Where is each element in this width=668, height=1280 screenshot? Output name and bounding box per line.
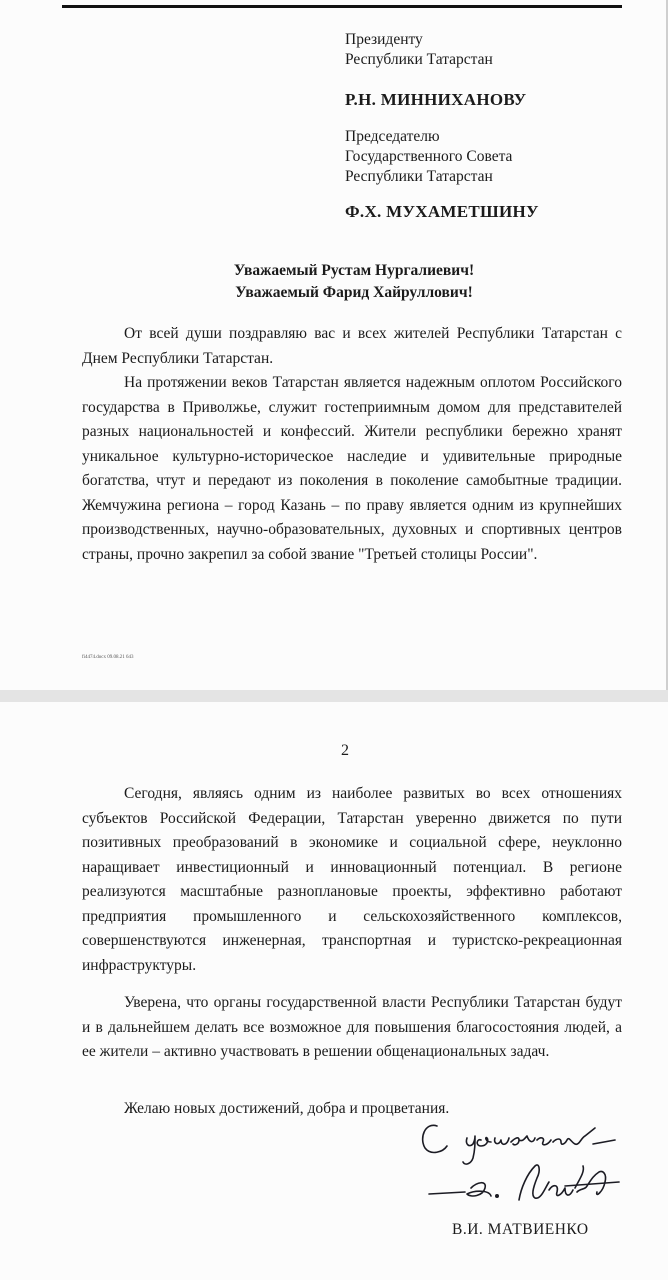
paragraph-4: Уверена, что органы государственной власти Республики Татарстан будут и в дальнейшем делать все возможное для повышения благосостояния людей, а ее жители – активно участвовать в решении общенациональных задач. (82, 994, 622, 1060)
paragraph-5: Желаю новых достижений, добра и процветания. (124, 1100, 450, 1117)
signer-name: В.И. МАТВИЕНКО (452, 1221, 589, 1238)
recipient-1-address (345, 30, 493, 70)
document-code: fi4474.docx 09.08.21 643 (82, 655, 134, 660)
paragraph-1: От всей души поздравляю вас и всех жителей Республики Татарстан с Днем Республики Татарстан. (82, 325, 622, 367)
recipient-1-title: Президенту (345, 31, 423, 48)
recipient-1-org: Республики Татарстан (345, 51, 493, 68)
recipient-2-address (345, 127, 512, 187)
recipient-2-region: Республики Татарстан (345, 168, 493, 185)
salutation-line-2: Уважаемый Фарид Хайруллович! (235, 284, 473, 301)
salutation-line-1: Уважаемый Рустам Нургалиевич! (233, 262, 475, 279)
paragraph-2: На протяжении веков Татарстан является надежным оплотом Российского государства в Приволжье, служит гостеприимным домом для представителей разных национальностей и конфессий. Жители республики бережно хранят уникальное культурно-историческое наследие и удивительные природные богатства, чтут и передают из поколения в поколение самобытные традиции. Жемчужина региона – город Казань – по праву является одним из крупнейших производственных, научно-образовательных, духовных и спортивных центров страны, прочно закрепил за собой звание "Третьей столицы России". (82, 374, 622, 563)
page-separator (0, 690, 668, 702)
handwritten-signature (415, 1108, 630, 1208)
recipient-2-name: Ф.Х. МУХАМЕТШИНУ (345, 202, 539, 221)
recipient-2-title: Председателю (345, 128, 440, 145)
page-number: 2 (341, 742, 349, 759)
salutation (0, 260, 668, 304)
header-rule (62, 5, 622, 8)
paragraph-3: Сегодня, являясь одним из наиболее развитых во всех отношениях субъектов Российской Федерации, Татарстан уверенно движется по пути позитивных преобразований в экономике и социальной сфере, неуклонно наращивает инвестиционный и инновационный потенциал. В регионе реализуются масштабные разноплановые проекты, эффективно работают предприятия промышленного и сельскохозяйственного комплексов, совершенствуются инженерная, транспортная и туристско-рекреационная инфраструктуры. (82, 785, 622, 974)
recipient-2-org: Государственного Совета (345, 148, 513, 165)
recipient-1-name: Р.Н. МИННИХАНОВУ (345, 90, 527, 109)
